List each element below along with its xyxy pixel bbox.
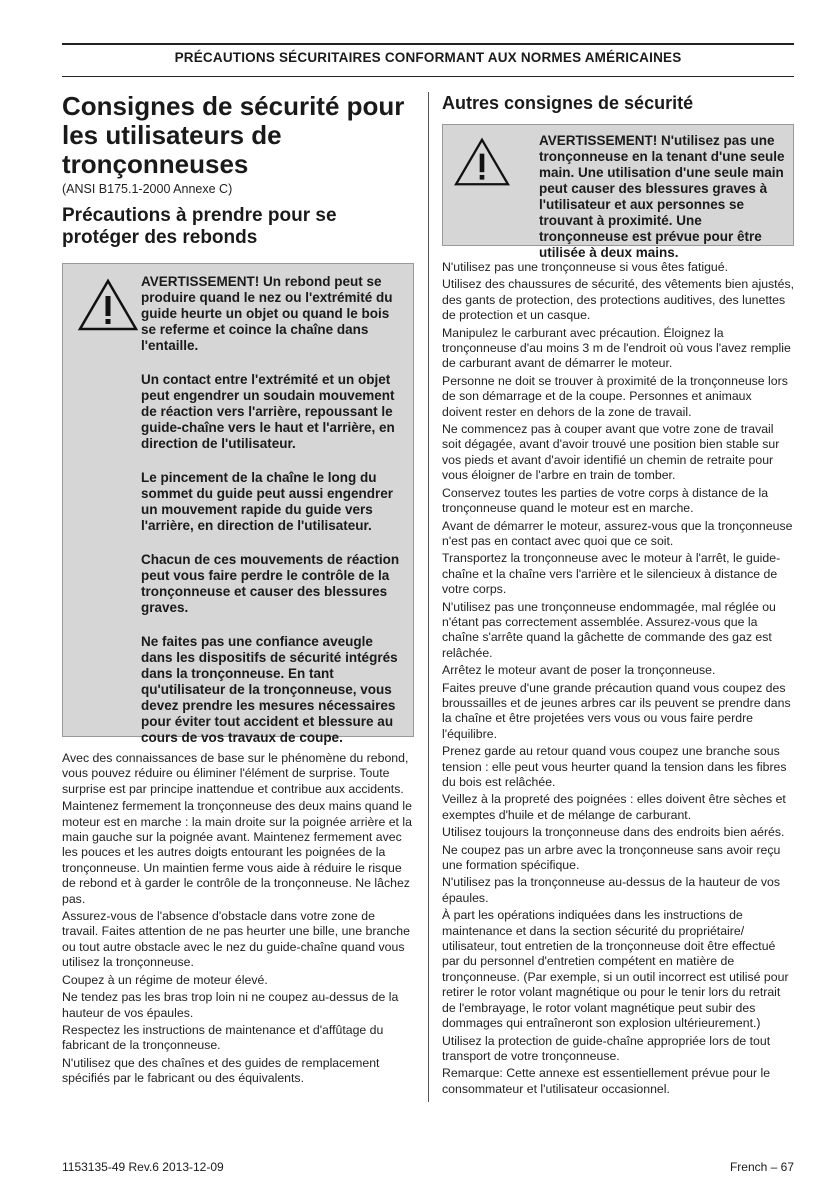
body-paragraph: Assurez-vous de l'absence d'obstacle dans votre zone de travail. Faites attention de ne pas heurter une bille, une branche ou tout autre obstacle avec le nez du guide-chaîne quand vous utilisez la tronçonneuse. [62, 909, 410, 970]
body-paragraph: À part les opérations indiquées dans les instructions de maintenance et dans la section sécurité du propriétaire/ utilisateur, tout entretien de la tronçonneuse doit être effectué par du personnel d'entretien compétent en matière de tronçonneuse. (Par exemple, si un outil incorrect est utilisé pour retirer le rotor volant magnétique ou pour le tenir lors du retrait de l'embrayage, le rotor volant magnétique peut subir des dommages qui entraîneront son explosion ultérieurement.) [442, 908, 789, 1031]
body-paragraph: Utilisez des chaussures de sécurité, des vêtements bien ajustés, des gants de protection, des protections auditives, des lunettes de protection et un casque. [442, 277, 795, 323]
body-paragraph: Conservez toutes les parties de votre corps à distance de la tronçonneuse quand le moteur est en marche. [442, 485, 769, 516]
body-paragraph: N'utilisez que des chaînes et des guides de remplacement spécifiés par le fabricant ou des équivalents. [62, 1055, 380, 1086]
left-title: Consignes de sécurité pour les utilisateurs de tronçonneuses [62, 91, 405, 179]
kickback-section-title: Précautions à prendre pour se protéger des rebonds [62, 205, 337, 248]
body-paragraph: N'utilisez pas une tronçonneuse si vous êtes fatigué. [442, 260, 729, 274]
header-rule-top [62, 43, 794, 45]
document-id: 1153135-49 Rev.6 2013-12-09 [62, 1160, 224, 1174]
body-paragraph: Prenez garde au retour quand vous coupez une branche sous tension : elle peut vous heurter quand la tension dans les fibres du bois est relâchée. [442, 744, 787, 789]
body-paragraph: Faites preuve d'une grande précaution quand vous coupez des broussailles et de jeunes arbres car ils peuvent se prendre dans la chaîne et être projetées vers vous ou vous faire perdre l'équilibre. [442, 680, 791, 741]
warning-icon [453, 137, 511, 187]
warning-paragraph: Le pincement de la chaîne le long du sommet du guide peut aussi engendrer un mouvement rapide du guide vers l'arrière, en direction de l'utilisateur. [141, 470, 394, 533]
warning-paragraph: Chacun de ces mouvements de réaction peut vous faire perdre le contrôle de la tronçonneuse et causer des blessures graves. [141, 552, 400, 615]
body-paragraph: Ne tendez pas les bras trop loin ni ne coupez au-dessus de la hauteur de vos épaules. [62, 990, 399, 1020]
body-paragraph: Respectez les instructions de maintenance et d'affûtage du fabricant de la tronçonneuse. [62, 1022, 384, 1053]
body-paragraph: Arrêtez le moteur avant de poser la tronçonneuse. [442, 663, 716, 678]
column-divider [428, 92, 429, 1102]
warning-paragraph: Ne faites pas une confiance aveugle dans les dispositifs de sécurité intégrés dans la tronçonneuse. En tant qu'utilisateur de la tronçonneuse, vous devez prendre les mesures nécessaires pour éviter tout accident et blessure au cours de vos travaux de coupe. [141, 634, 398, 745]
warning-paragraph: AVERTISSEMENT! Un rebond peut se produire quand le nez ou l'extrémité du guide heurte un objet ou quand le bois se referme et coince la chaîne dans l'entaille. [141, 274, 393, 353]
body-paragraph: Personne ne doit se trouver à proximité de la tronçonneuse lors de son démarrage et de la coupe. Personnes et animaux doivent rester en dehors de la zone de travail. [442, 373, 788, 419]
body-paragraph: Utilisez toujours la tronçonneuse dans des endroits bien aérés. [442, 825, 785, 840]
left-subtitle: (ANSI B175.1-2000 Annexe C) [62, 182, 233, 196]
body-paragraph: Maintenez fermement la tronçonneuse des deux mains quand le moteur est en marche : la main droite sur la poignée arrière et la main gauche sur la poignée avant. Maintenez fermement avec les pouces et les autres doigts entourant les poignées de la tronçonneuse. Un maintien ferme vous aide à réduire le risque de rebond et à garder le contrôle de la tronçonneuse. Ne lâchez pas. [62, 799, 412, 906]
right-column [442, 92, 794, 1099]
one-hand-warning-box [442, 124, 794, 260]
page-number: French – 67 [729, 1160, 794, 1174]
body-paragraph: Manipulez le carburant avec précaution. Éloignez la tronçonneuse d'au moins 3 m de l'endroit où vous l'avez remplie de carburant avant de démarrer le moteur. [442, 325, 791, 371]
body-paragraph: Ne coupez pas un arbre avec la tronçonneuse sans avoir reçu une formation spécifique. [442, 842, 781, 873]
body-paragraph: N'utilisez pas la tronçonneuse au-dessus de la hauteur de vos épaules. [442, 875, 780, 905]
left-body-text [62, 751, 414, 1087]
right-body-text [442, 260, 794, 1097]
warning-paragraph: Un contact entre l'extrémité et un objet peut engendrer un soudain mouvement de réaction vers l'arrière, repoussant le guide-chaîne vers le haut et l'arrière, en direction de l'utilisateur. [141, 372, 395, 451]
header-rule-bottom [62, 76, 794, 77]
body-paragraph: N'utilisez pas une tronçonneuse endommagée, mal réglée ou n'étant pas correctement assemblée. Assurez-vous que la chaîne s'arrête quand la gâchette de commande des gaz est relâchée. [442, 599, 776, 660]
right-title: Autres consignes de sécurité [442, 93, 694, 113]
kickback-warning-text [141, 274, 403, 764]
body-paragraph: Ne commencez pas à couper avant que votre zone de travail soit dégagée, avant d'avoir trouvé une position bien stable sur vos pieds et avant d'avoir identifié un chemin de retraite pour vous éloigner de l'arbre en train de tomber. [442, 422, 780, 483]
one-hand-warning-text: AVERTISSEMENT! N'utilisez pas une tronçonneuse en la tenant d'une seule main. Une utilisation d'une seule main peut causer des blessures graves à l'utilisateur et aux personnes se trouvant à proximité. Une tronçonneuse est prévue pour être utilisée à deux mains. [539, 133, 785, 260]
kickback-warning-box [62, 263, 414, 745]
body-paragraph: Transportez la tronçonneuse avec le moteur à l'arrêt, le guide-chaîne et la chaîne vers l'arrière et le silencieux à distance de votre corps. [442, 551, 781, 597]
body-paragraph: Veillez à la propreté des poignées : elles doivent être sèches et exemptes d'huile et de mélange de carburant. [442, 792, 786, 822]
body-paragraph: Remarque: Cette annexe est essentiellement prévue pour le consommateur et l'utilisateur occasionnel. [442, 1066, 771, 1096]
body-paragraph: Avec des connaissances de base sur le phénomène du rebond, vous pouvez réduire ou éliminer l'élément de surprise. Toute surprise est par principe inattendue et contribue aux accidents. [62, 751, 409, 796]
body-paragraph: Avant de démarrer le moteur, assurez-vous que la tronçonneuse n'est pas en contact avec quoi que ce soit. [442, 518, 793, 548]
left-column [62, 92, 414, 1089]
page-header-title: PRÉCAUTIONS SÉCURITAIRES CONFORMANT AUX NORMES AMÉRICAINES [174, 50, 682, 65]
body-paragraph: Coupez à un régime de moteur élevé. [62, 972, 268, 987]
warning-icon [77, 278, 139, 332]
body-paragraph: Utilisez la protection de guide-chaîne appropriée lors de tout transport de votre tronçonneuse. [442, 1033, 771, 1063]
